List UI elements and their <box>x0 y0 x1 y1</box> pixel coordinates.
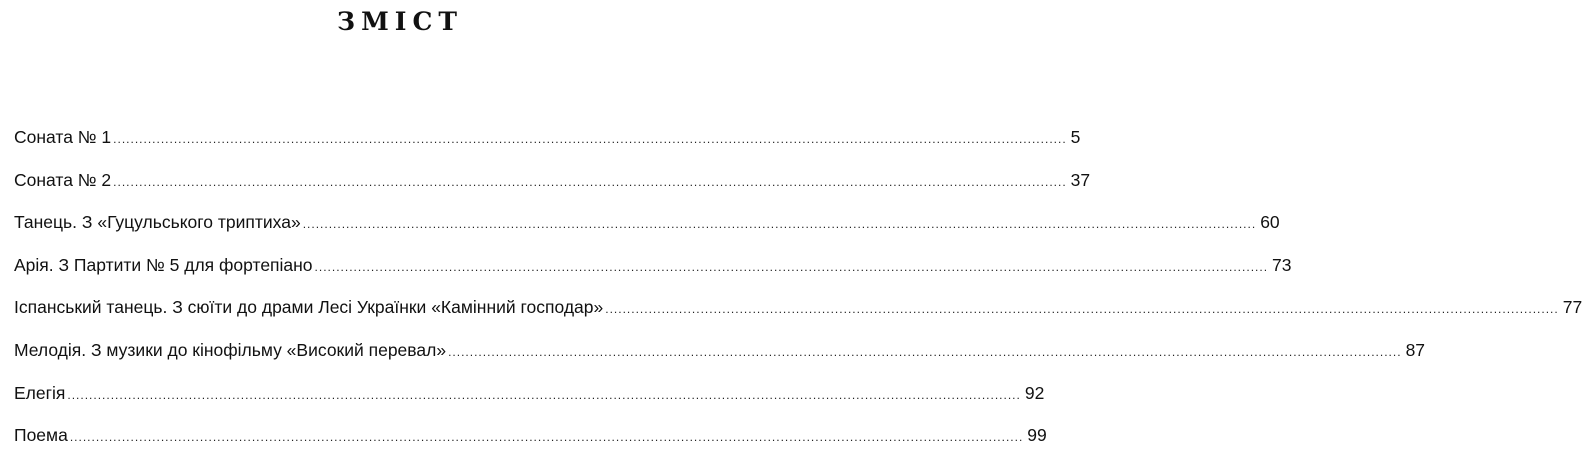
toc-page-number: 5 <box>1070 127 1081 147</box>
table-of-contents <box>14 124 1582 465</box>
toc-page-number: 87 <box>1405 339 1426 360</box>
page-title: ЗМІСТ <box>337 7 463 36</box>
toc-entry-title: Елегія <box>14 382 66 403</box>
toc-entry[interactable] <box>14 422 1047 465</box>
toc-leader-dots: ............................................................................................................................................................................................................................ <box>69 430 1024 445</box>
toc-leader-dots: ............................................................................................................................................................................................................................ <box>67 387 1021 402</box>
toc-page-number: 92 <box>1024 382 1045 403</box>
toc-page-number: 73 <box>1272 254 1292 275</box>
toc-page-number: 99 <box>1027 425 1047 446</box>
toc-entry-title: Танець. З «Гуцульського триптиха» <box>14 212 301 233</box>
toc-leader-dots: ............................................................................................................................................................................................................................ <box>113 174 1067 189</box>
toc-entry[interactable] <box>14 380 1045 423</box>
toc-entry[interactable] <box>14 294 1582 337</box>
toc-leader-dots: ............................................................................................................................................................................................................................ <box>302 217 1257 232</box>
toc-entry[interactable] <box>14 252 1292 295</box>
toc-page-number: 77 <box>1562 297 1582 318</box>
toc-leader-dots: ............................................................................................................................................................................................................................ <box>314 259 1269 274</box>
toc-entry-title: Соната № 1 <box>14 127 112 147</box>
toc-entry-title: Іспанський танець. З сюїти до драми Лесі Українки «Камінний господар» <box>14 297 604 318</box>
toc-entry-title: Поема <box>14 425 68 446</box>
toc-leader-dots: ............................................................................................................................................................................................................................ <box>448 344 1402 359</box>
toc-leader-dots: ............................................................................................................................................................................................................................ <box>605 302 1559 317</box>
toc-entry[interactable] <box>14 209 1280 252</box>
toc-entry[interactable] <box>14 124 1081 167</box>
toc-entry-title: Соната № 2 <box>14 169 112 190</box>
toc-entry[interactable] <box>14 337 1426 380</box>
toc-entry-title: Арія. З Партити № 5 для фортепіано <box>14 254 313 275</box>
toc-entry[interactable] <box>14 167 1091 210</box>
toc-page-number: 60 <box>1260 212 1280 233</box>
toc-leader-dots: ............................................................................................................................................................................................................................ <box>113 132 1067 146</box>
toc-entry-title: Мелодія. З музики до кінофільму «Високий перевал» <box>14 339 447 360</box>
toc-page-number: 37 <box>1070 169 1091 190</box>
